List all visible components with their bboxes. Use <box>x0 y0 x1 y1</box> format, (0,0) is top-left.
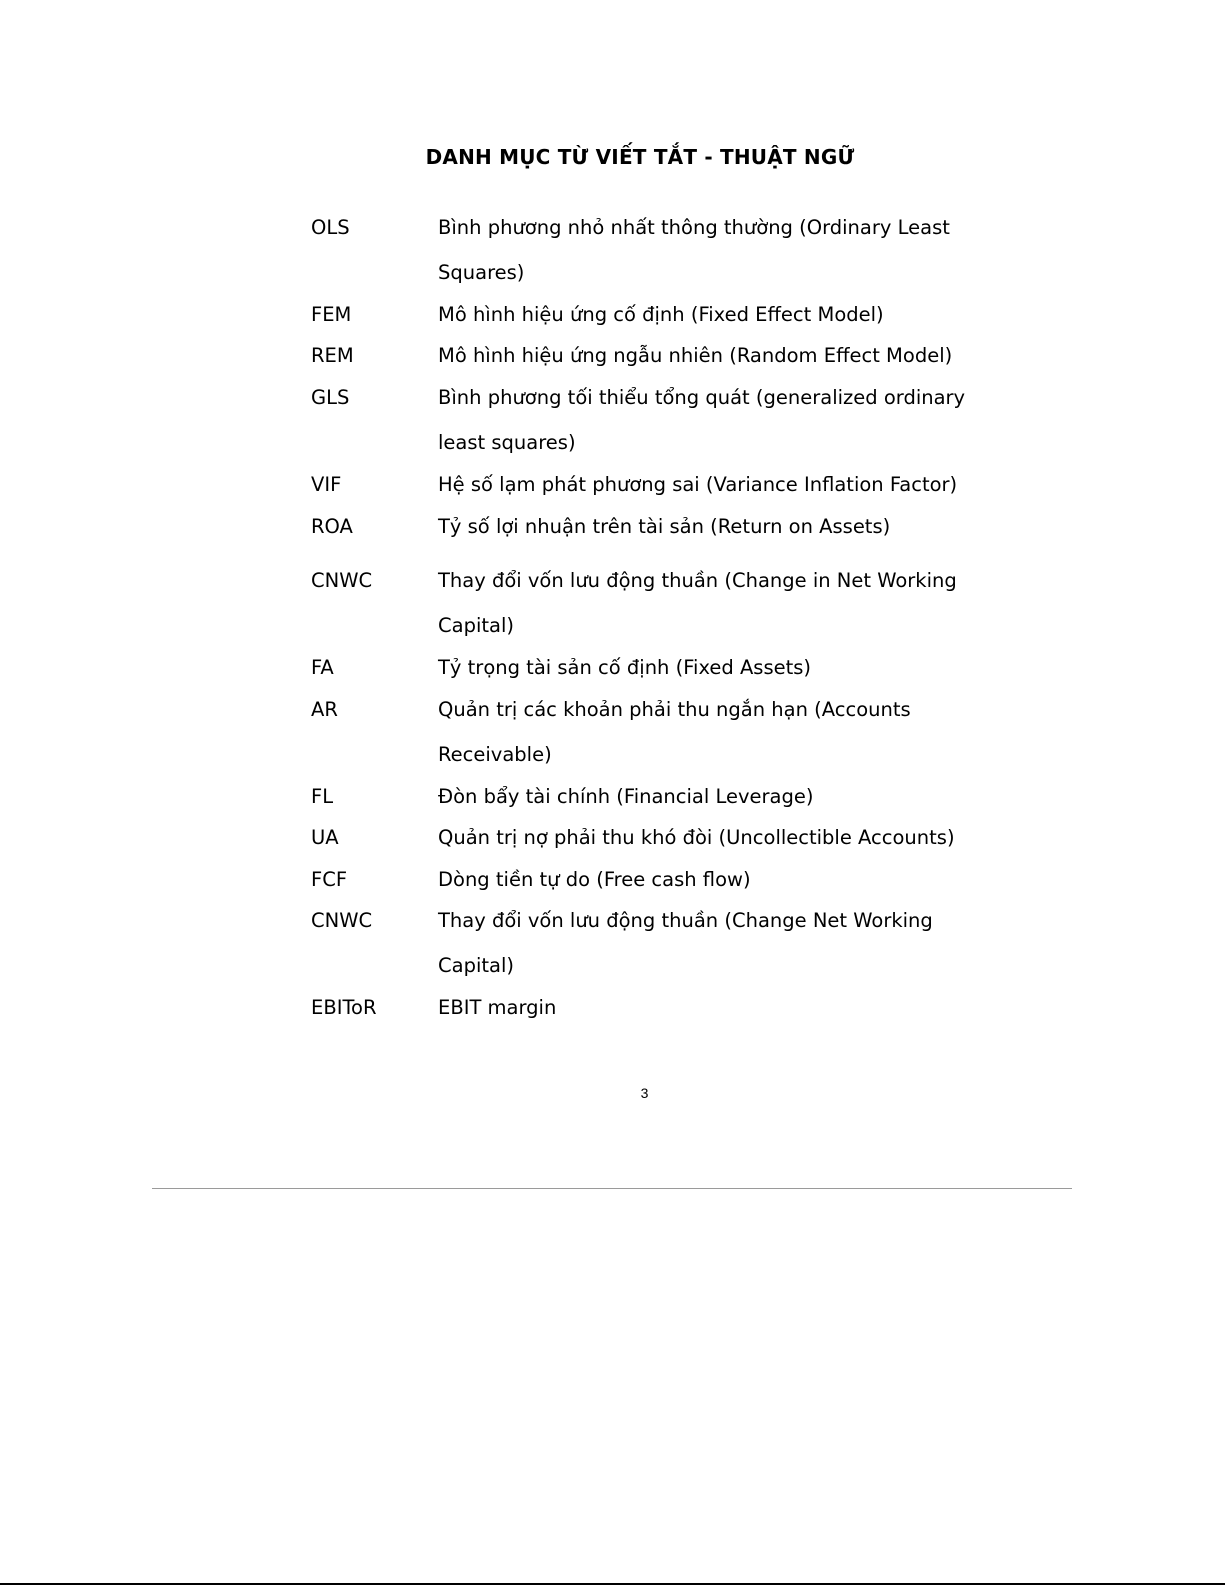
abbreviation-definition: Mô hình hiệu ứng ngẫu nhiên (Random Effect Model) <box>438 344 953 367</box>
abbreviation-definition: Thay đổi vốn lưu động thuần (Change Net Working Capital) <box>438 909 933 977</box>
abbreviation-term: VIF <box>311 473 342 496</box>
page-number: 3 <box>640 1085 649 1101</box>
abbreviation-term: EBIToR <box>311 996 377 1019</box>
abbreviation-definition: Quản trị các khoản phải thu ngắn hạn (Accounts Receivable) <box>438 698 911 766</box>
page-title: DANH MỤC TỪ VIẾT TẮT - THUẬT NGỮ <box>425 145 855 169</box>
abbreviation-term: FCF <box>311 868 348 891</box>
abbreviation-definition: Tỷ số lợi nhuận trên tài sản (Return on Assets) <box>438 515 891 538</box>
abbreviation-definition: Dòng tiền tự do (Free cash flow) <box>438 868 751 891</box>
abbreviation-definition: Thay đổi vốn lưu động thuần (Change in Net Working Capital) <box>438 569 957 637</box>
abbreviation-definition: Hệ số lạm phát phương sai (Variance Inflation Factor) <box>438 473 958 496</box>
abbreviation-term: FL <box>311 785 334 808</box>
abbreviation-term: AR <box>311 698 338 721</box>
abbreviation-term: FA <box>311 656 334 679</box>
abbreviation-definition: Bình phương nhỏ nhất thông thường (Ordinary Least Squares) <box>438 216 950 284</box>
abbreviation-term: FEM <box>311 303 352 326</box>
abbreviation-definition: Bình phương tối thiểu tổng quát (generalized ordinary least squares) <box>438 386 966 454</box>
abbreviation-term: CNWC <box>311 909 373 932</box>
abbreviation-definition: EBIT margin <box>438 996 557 1019</box>
abbreviation-term: GLS <box>311 386 350 409</box>
abbreviation-definition: Đòn bẩy tài chính (Financial Leverage) <box>438 785 814 808</box>
abbreviation-definition: Quản trị nợ phải thu khó đòi (Uncollectible Accounts) <box>438 826 955 849</box>
abbreviation-term: REM <box>311 344 354 367</box>
abbreviation-definition: Tỷ trọng tài sản cố định (Fixed Assets) <box>438 656 812 679</box>
abbreviation-term: CNWC <box>311 569 373 592</box>
abbreviation-term: OLS <box>311 216 350 239</box>
abbreviation-term: UA <box>311 826 339 849</box>
abbreviation-definition: Mô hình hiệu ứng cố định (Fixed Effect Model) <box>438 303 884 326</box>
abbreviation-term: ROA <box>311 515 353 538</box>
page-divider <box>152 1188 1072 1189</box>
